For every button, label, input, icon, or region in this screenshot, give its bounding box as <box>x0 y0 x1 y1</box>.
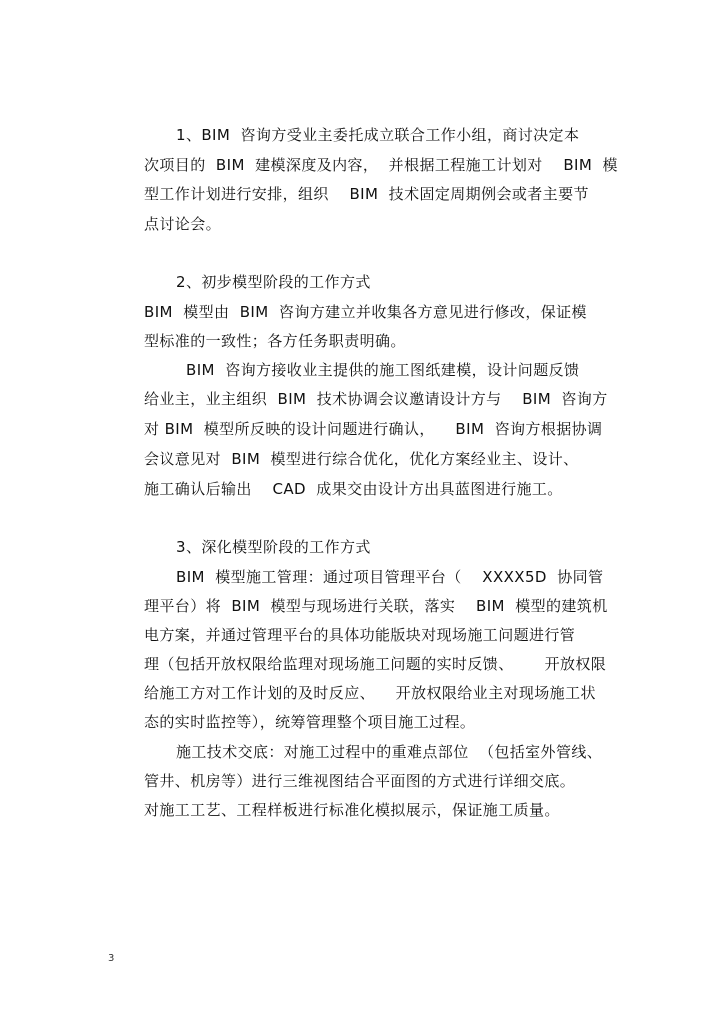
section2-line-3: BIM 咨询方接收业主提供的施工图纸建模，设计问题反馈 <box>186 361 580 379</box>
section1-line-4: 点讨论会。 <box>144 215 222 233</box>
section2-heading: 2、初步模型阶段的工作方式 <box>176 273 371 291</box>
section2-line-5: 对 BIM 模型所反映的设计问题进行确认， BIM 咨询方根据协调 <box>144 420 603 438</box>
section2-line-6: 会议意见对 BIM 模型进行综合优化，优化方案经业主、设计、 <box>144 450 579 468</box>
section3-line-1: BIM 模型施工管理：通过项目管理平台（ XXXX5D 协同管 <box>176 568 604 586</box>
section2-line-7: 施工确认后输出 CAD 成果交由设计方出具蓝图进行施工。 <box>144 480 563 498</box>
section1-line-3: 型工作计划进行安排，组织 BIM 技术固定周期例会或者主要节 <box>144 185 589 203</box>
section2-line-1: BIM 模型由 BIM 咨询方建立并收集各方意见进行修改，保证模 <box>144 303 587 321</box>
section3-line-8: 管井、机房等）进行三维视图结合平面图的方式进行详细交底。 <box>144 772 576 790</box>
section1-line-2: 次项目的 BIM 建模深度及内容， 并根据工程施工计划对 BIM 模 <box>144 156 618 174</box>
section3-line-6: 态的实时监控等），统筹管理整个项目施工过程。 <box>144 713 476 731</box>
section3-line-3: 电方案，并通过管理平台的具体功能版块对现场施工问题进行管 <box>144 626 576 644</box>
section3-line-9: 对施工工艺、工程样板进行标准化模拟展示，保证施工质量。 <box>144 801 560 819</box>
section2-line-4: 给业主，业主组织 BIM 技术协调会议邀请设计方与 BIM 咨询方 <box>144 390 608 408</box>
section3-line-2: 理平台）将 BIM 模型与现场进行关联，落实 BIM 模型的建筑机 <box>144 597 608 615</box>
section1-line-1: 1、BIM 咨询方受业主委托成立联合工作小组，商讨决定本 <box>176 126 580 144</box>
section3-line-7: 施工技术交底：对施工过程中的重难点部位 （包括室外管线、 <box>176 743 603 761</box>
section3-line-4: 理（包括开放权限给监理对现场施工问题的实时反馈、 开放权限 <box>144 655 607 673</box>
section2-line-2: 型标准的一致性；各方任务职责明确。 <box>144 332 406 350</box>
page-number: 3 <box>108 953 115 964</box>
section3-line-5: 给施工方对工作计划的及时反应、 开放权限给业主对现场施工状 <box>144 684 596 702</box>
section3-heading: 3、深化模型阶段的工作方式 <box>176 538 371 556</box>
